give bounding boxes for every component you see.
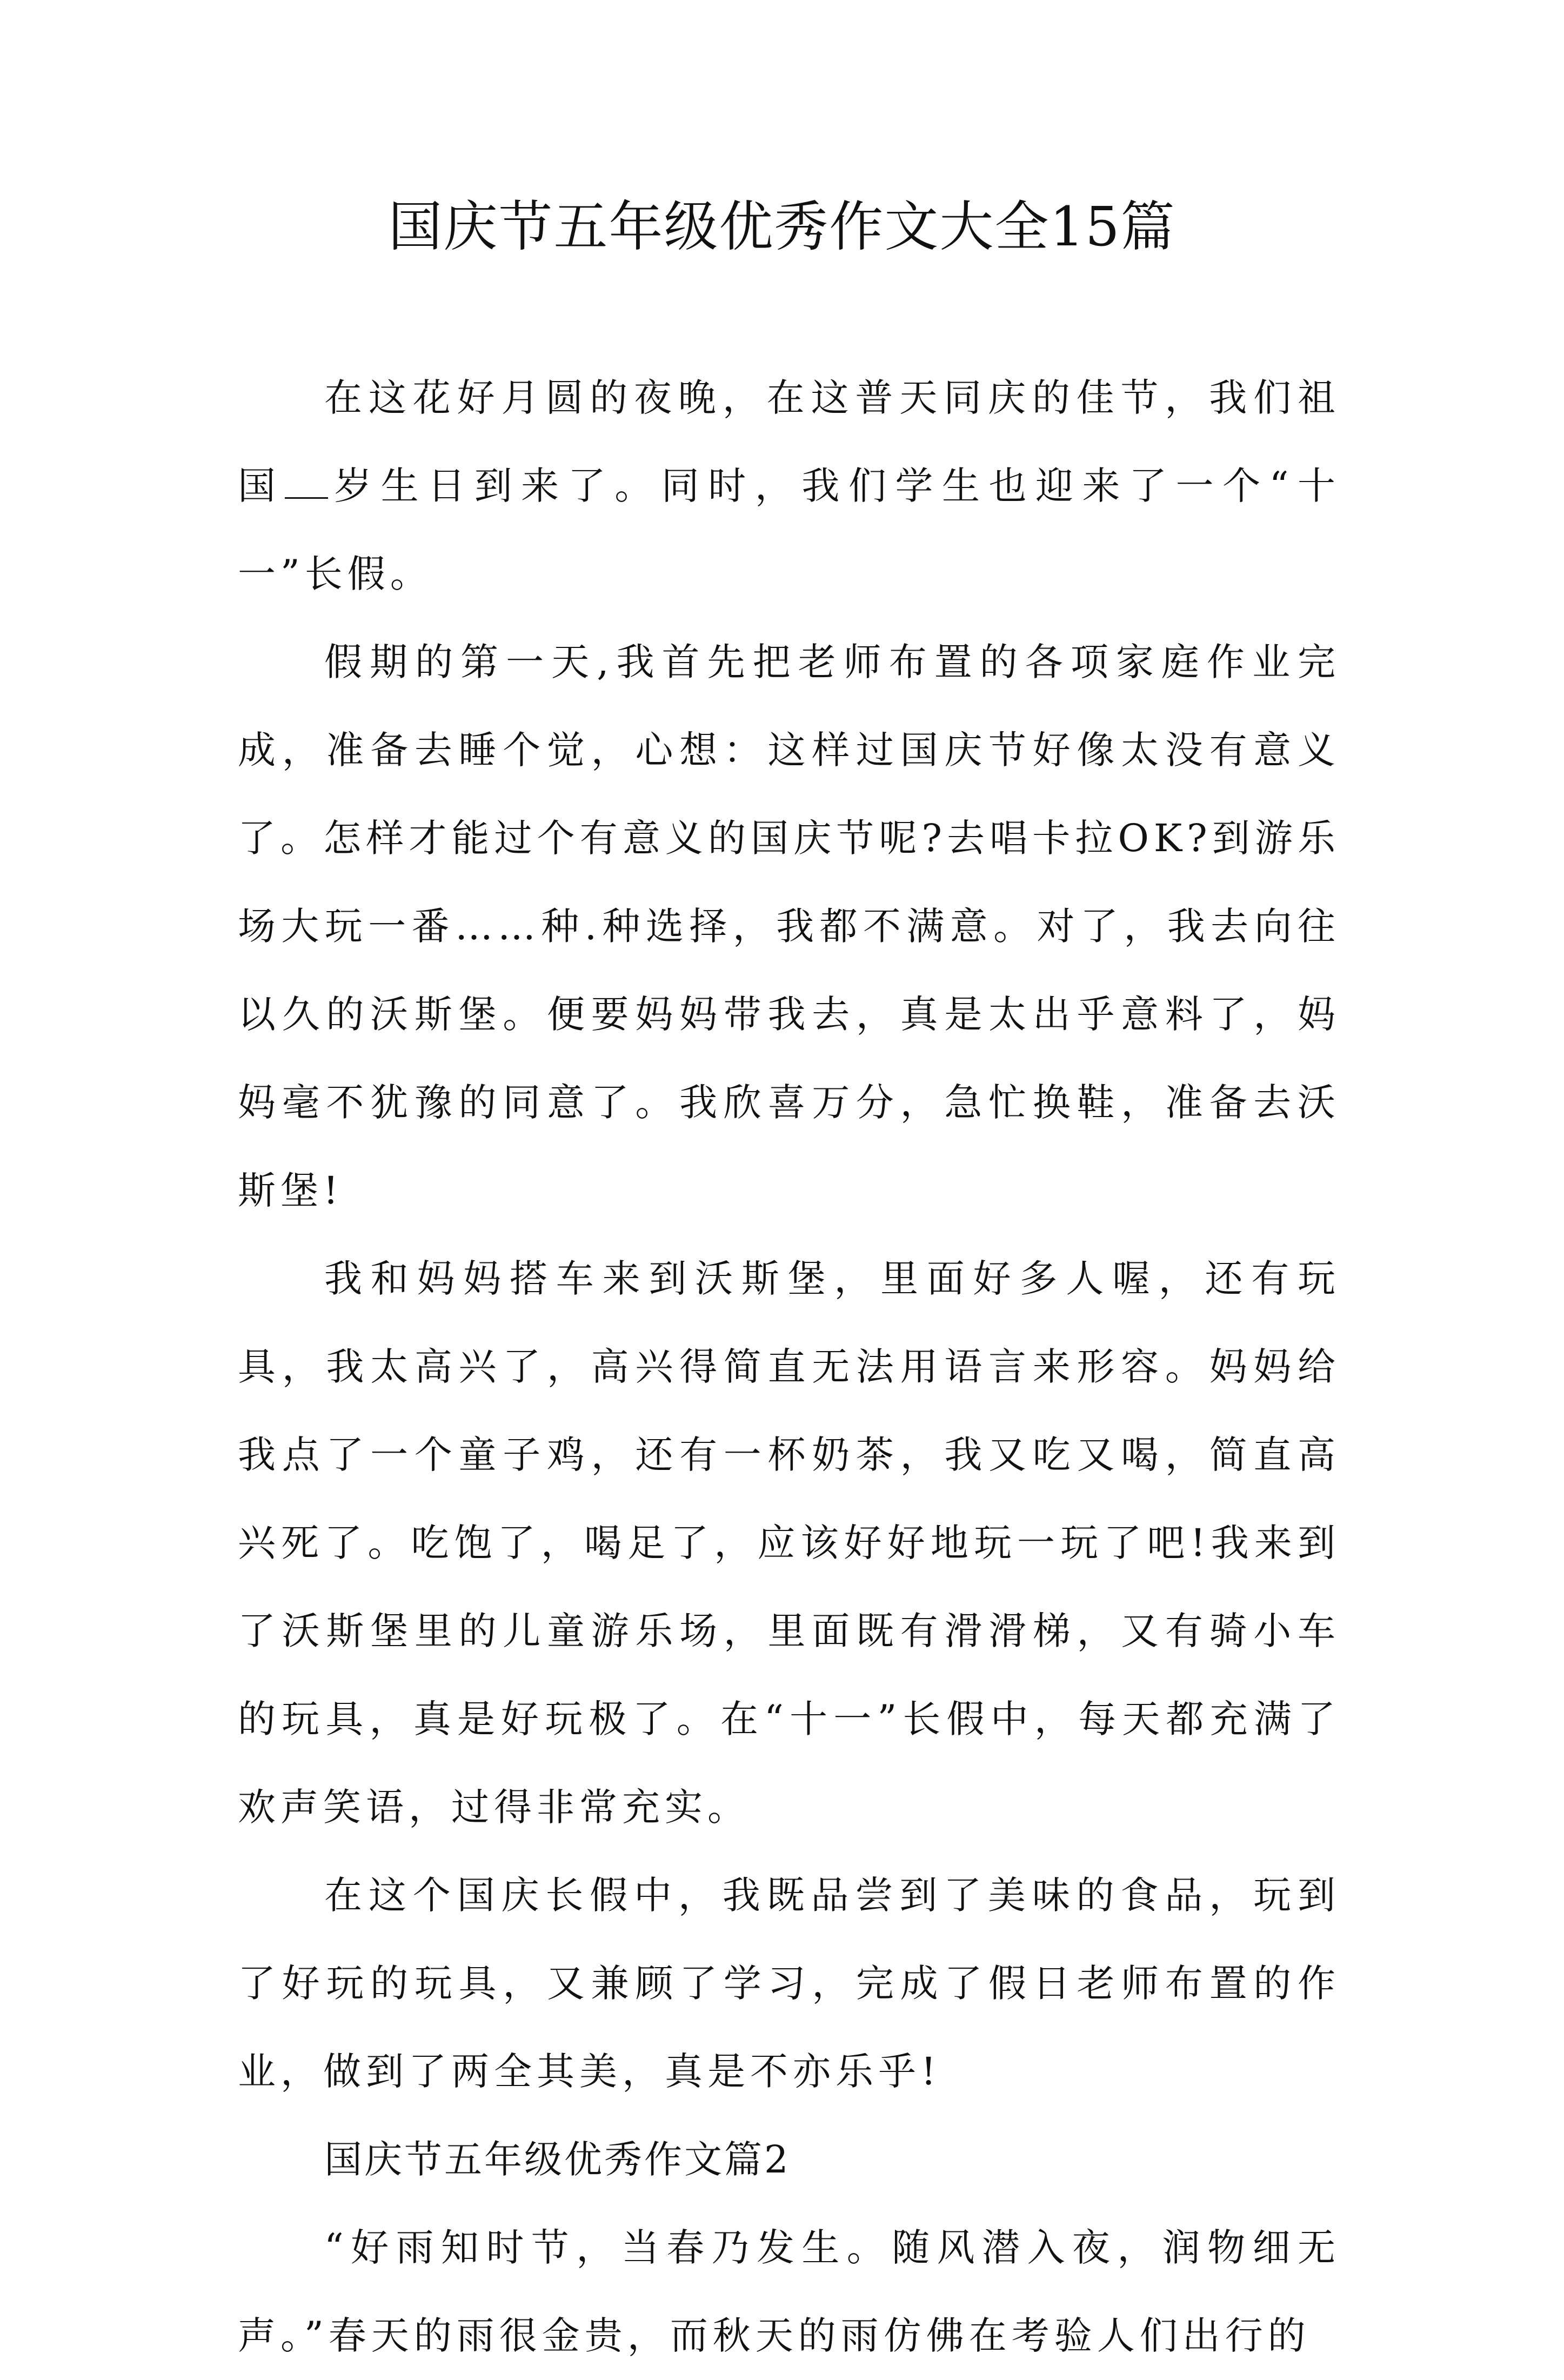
document-title: 国庆节五年级优秀作文大全15篇 [388, 195, 1176, 258]
paragraph-4: 在这个国庆长假中，我既品尝到了美味的食品，玩到了好玩的玩具，又兼顾了学习，完成了假日老师布置的作业，做到了两全其美，真是不亦乐乎! [238, 1873, 1340, 2094]
paragraph-5: “好雨知时节，当春乃发生。随风潜入夜，润物细无声。”春天的雨很金贵，而秋天的雨仿佛在考验人们出行的 [238, 2225, 1340, 2358]
fill-in-blank [285, 497, 328, 499]
paragraph-1-text-a: 在这花好月圆的夜晚，在这普天同庆的佳节，我们祖国 [238, 376, 1340, 508]
paragraph-2: 假期的第一天,我首先把老师布置的各项家庭作业完成，准备去睡个觉，心想：这样过国庆节好像太没有意义了。怎样才能过个有意义的国庆节呢?去唱卡拉OK?到游乐场大玩一番……种.种选择，我都不满意。对了，我去向往以久的沃斯堡。便要妈妈带我去，真是太出乎意料了，妈妈毫不犹豫的同意了。我欣喜万分，急忙换鞋，准备去沃斯堡! [238, 640, 1340, 1213]
paragraph-1-text-b: 岁生日到来了。同时，我们学生也迎来了一个“十一”长假。 [238, 464, 1340, 596]
paragraph-1 [238, 354, 1340, 618]
document-body [238, 354, 1340, 2380]
paragraph-3: 我和妈妈搭车来到沃斯堡，里面好多人喔，还有玩具，我太高兴了，高兴得简直无法用语言来形容。妈妈给我点了一个童子鸡，还有一杯奶茶，我又吃又喝，简直高兴死了。吃饱了，喝足了，应该好好地玩一玩了吧!我来到了沃斯堡里的儿童游乐场，里面既有滑滑梯，又有骑小车的玩具，真是好玩极了。在“十一”长假中，每天都充满了欢声笑语，过得非常充实。 [238, 1256, 1340, 1829]
section-heading: 国庆节五年级优秀作文篇2 [324, 2137, 791, 2182]
